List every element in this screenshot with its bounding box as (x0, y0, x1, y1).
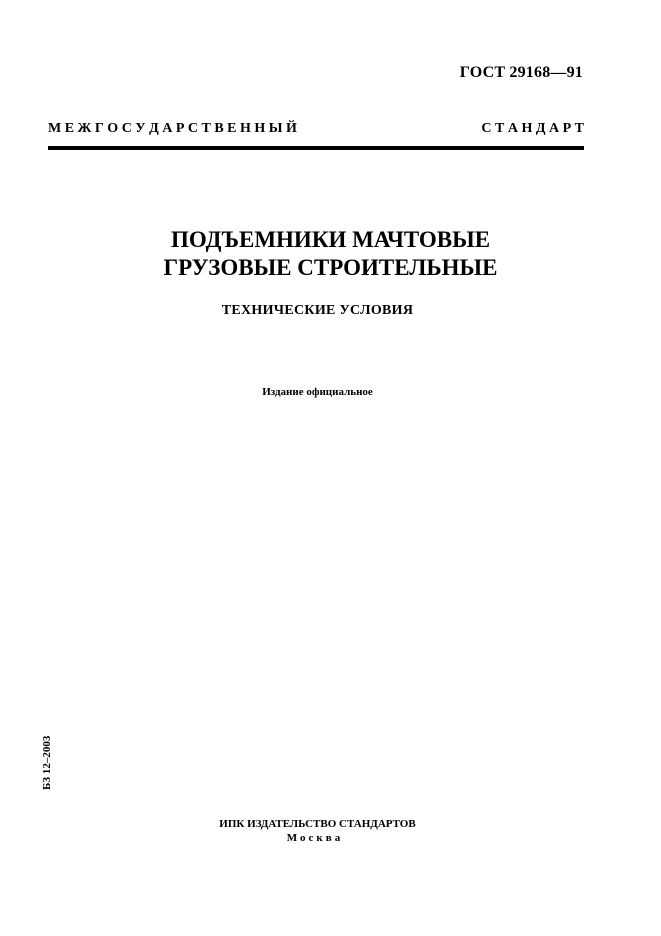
document-subtitle: ТЕХНИЧЕСКИЕ УСЛОВИЯ (221, 303, 414, 318)
document-title (0, 226, 661, 282)
side-catalog-code: БЗ 12–2003 (41, 735, 53, 790)
publisher-name: ИПК ИЗДАТЕЛЬСТВО СТАНДАРТОВ (219, 818, 416, 830)
standard-type-word-1: М Е Ж Г О С У Д А Р С Т В Е Н Н Ы Й (48, 121, 297, 136)
header-rule (48, 146, 584, 150)
standard-type-heading (48, 121, 584, 137)
title-line-2: ГРУЗОВЫЕ СТРОИТЕЛЬНЫЕ (163, 255, 498, 280)
title-line-1: ПОДЪЕМНИКИ МАЧТОВЫЕ (170, 227, 491, 252)
publisher-city: Москва (286, 832, 344, 844)
standard-type-word-2: С Т А Н Д А Р Т (481, 121, 584, 136)
gost-number: ГОСТ 29168—91 (459, 64, 583, 81)
edition-note: Издание официальное (262, 386, 373, 398)
